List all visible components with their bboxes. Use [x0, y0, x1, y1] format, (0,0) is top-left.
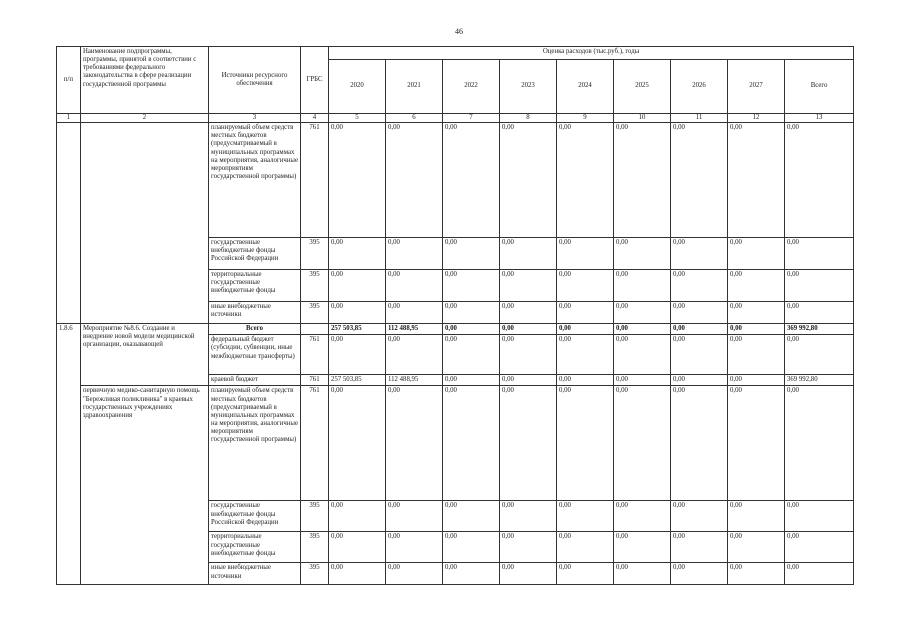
value-cell: 0,00 — [500, 238, 557, 270]
header-year: 2023 — [500, 60, 557, 114]
value-cell: 0,00 — [443, 375, 500, 386]
value-cell: 0,00 — [386, 302, 443, 324]
value-cell: 0,00 — [386, 563, 443, 585]
value-cell: 0,00 — [671, 270, 728, 302]
value-cell: 0,00 — [785, 302, 854, 324]
value-cell: 0,00 — [500, 563, 557, 585]
grbs-cell: 761 — [301, 386, 329, 501]
value-cell: 0,00 — [443, 386, 500, 501]
value-cell: 0,00 — [557, 123, 614, 238]
header-grbs: ГРБС — [301, 47, 329, 114]
grbs-cell: 761 — [301, 123, 329, 238]
value-cell: 0,00 — [614, 386, 671, 501]
value-cell: 0,00 — [500, 324, 557, 335]
source-cell: планируемый объем средств местных бюджетов (предусматриваемый в муниципальных программах на мероприятия, аналогичные мероприятиям государственной программы) — [209, 123, 301, 238]
value-cell: 0,00 — [443, 335, 500, 375]
value-cell: 112 488,95 — [386, 375, 443, 386]
header-source: Источники ресурсного обеспечения — [209, 47, 301, 114]
empty-name-cell — [81, 123, 209, 324]
value-cell: 0,00 — [728, 532, 785, 563]
column-number: 4 — [301, 114, 329, 123]
column-number: 9 — [557, 114, 614, 123]
value-cell: 0,00 — [785, 123, 854, 238]
value-cell: 0,00 — [443, 324, 500, 335]
value-cell: 257 503,85 — [329, 324, 386, 335]
value-cell: 0,00 — [671, 123, 728, 238]
event-name-part1: Мероприятие №8.6. Создание и внедрение новой модели медицинской организации, оказывающей — [81, 324, 209, 386]
value-cell: 0,00 — [614, 123, 671, 238]
value-cell: 369 992,80 — [785, 324, 854, 335]
column-number: 11 — [671, 114, 728, 123]
empty-np-cell — [57, 123, 81, 324]
value-cell: 0,00 — [329, 238, 386, 270]
grbs-cell — [301, 324, 329, 335]
value-cell: 0,00 — [728, 335, 785, 375]
source-cell: территориальные государственные внебюджетные фонды — [209, 532, 301, 563]
value-cell: 0,00 — [728, 563, 785, 585]
value-cell: 0,00 — [386, 532, 443, 563]
value-cell: 0,00 — [329, 563, 386, 585]
value-cell: 0,00 — [500, 375, 557, 386]
grbs-cell: 395 — [301, 501, 329, 532]
value-cell: 0,00 — [386, 238, 443, 270]
value-cell: 0,00 — [728, 123, 785, 238]
value-cell: 0,00 — [785, 270, 854, 302]
table-row — [57, 386, 854, 501]
value-cell: 0,00 — [329, 270, 386, 302]
value-cell: 0,00 — [443, 532, 500, 563]
value-cell: 0,00 — [500, 270, 557, 302]
column-number: 3 — [209, 114, 301, 123]
event-number: 1.8.6 — [57, 324, 81, 585]
value-cell: 0,00 — [329, 501, 386, 532]
value-cell: 0,00 — [557, 324, 614, 335]
value-cell: 0,00 — [614, 335, 671, 375]
value-cell: 0,00 — [728, 324, 785, 335]
column-number: 2 — [81, 114, 209, 123]
value-cell: 0,00 — [557, 386, 614, 501]
table-row — [57, 324, 854, 335]
value-cell: 0,00 — [671, 335, 728, 375]
grbs-cell: 395 — [301, 270, 329, 302]
value-cell: 0,00 — [386, 335, 443, 375]
column-number: 12 — [728, 114, 785, 123]
value-cell: 0,00 — [500, 386, 557, 501]
value-cell: 0,00 — [671, 238, 728, 270]
value-cell: 0,00 — [785, 238, 854, 270]
grbs-cell: 395 — [301, 563, 329, 585]
value-cell: 0,00 — [614, 302, 671, 324]
value-cell: 0,00 — [785, 563, 854, 585]
value-cell: 0,00 — [614, 238, 671, 270]
source-cell: Всего — [209, 324, 301, 335]
value-cell: 0,00 — [557, 302, 614, 324]
column-number: 8 — [500, 114, 557, 123]
value-cell: 0,00 — [671, 324, 728, 335]
value-cell: 0,00 — [671, 375, 728, 386]
header-year: 2024 — [557, 60, 614, 114]
value-cell: 0,00 — [443, 123, 500, 238]
column-number: 5 — [329, 114, 386, 123]
value-cell: 0,00 — [614, 270, 671, 302]
value-cell: 0,00 — [728, 302, 785, 324]
value-cell: 0,00 — [557, 501, 614, 532]
page-number: 46 — [455, 27, 463, 36]
source-cell: иные внебюджетные источники — [209, 563, 301, 585]
source-cell: иные внебюджетные источники — [209, 302, 301, 324]
header-year: 2026 — [671, 60, 728, 114]
value-cell: 0,00 — [614, 375, 671, 386]
value-cell: 0,00 — [386, 386, 443, 501]
value-cell: 0,00 — [557, 270, 614, 302]
header-estimate: Оценка расходов (тыс.руб.), годы — [329, 47, 854, 60]
header-year: 2020 — [329, 60, 386, 114]
header-year: 2021 — [386, 60, 443, 114]
column-number: 13 — [785, 114, 854, 123]
column-number: 1 — [57, 114, 81, 123]
value-cell: 0,00 — [614, 501, 671, 532]
value-cell: 0,00 — [557, 563, 614, 585]
header-row-top — [57, 47, 854, 60]
value-cell: 0,00 — [785, 386, 854, 501]
value-cell: 0,00 — [557, 532, 614, 563]
value-cell: 0,00 — [386, 501, 443, 532]
value-cell: 0,00 — [671, 501, 728, 532]
value-cell: 0,00 — [500, 501, 557, 532]
value-cell: 0,00 — [671, 563, 728, 585]
source-cell: федеральный бюджет (субсидии, субвенции, иные межбюджетные трансферты) — [209, 335, 301, 375]
header-total: Всего — [785, 60, 854, 114]
value-cell: 0,00 — [557, 375, 614, 386]
value-cell: 0,00 — [443, 302, 500, 324]
value-cell: 0,00 — [557, 335, 614, 375]
value-cell: 0,00 — [443, 563, 500, 585]
value-cell: 0,00 — [557, 238, 614, 270]
grbs-cell: 395 — [301, 302, 329, 324]
grbs-cell: 395 — [301, 532, 329, 563]
grbs-cell: 761 — [301, 375, 329, 386]
value-cell: 0,00 — [386, 270, 443, 302]
value-cell: 0,00 — [614, 563, 671, 585]
table-row — [57, 123, 854, 238]
value-cell: 0,00 — [386, 123, 443, 238]
value-cell: 0,00 — [329, 335, 386, 375]
value-cell: 0,00 — [728, 501, 785, 532]
source-cell: краевой бюджет — [209, 375, 301, 386]
header-year: 2025 — [614, 60, 671, 114]
value-cell: 0,00 — [728, 375, 785, 386]
header-np: п/п — [57, 47, 81, 114]
column-number: 7 — [443, 114, 500, 123]
value-cell: 0,00 — [500, 302, 557, 324]
value-cell: 0,00 — [785, 335, 854, 375]
value-cell: 0,00 — [500, 123, 557, 238]
value-cell: 0,00 — [443, 270, 500, 302]
budget-table — [56, 46, 854, 585]
value-cell: 0,00 — [785, 532, 854, 563]
value-cell: 257 503,85 — [329, 375, 386, 386]
event-name-part2: первичную медико-санитарную помощь "Бережливая поликлиника" в краевых государственных учреждениях здравоохранения — [81, 386, 209, 585]
value-cell: 0,00 — [329, 123, 386, 238]
value-cell: 0,00 — [443, 501, 500, 532]
grbs-cell: 761 — [301, 335, 329, 375]
value-cell: 0,00 — [443, 238, 500, 270]
value-cell: 0,00 — [728, 386, 785, 501]
value-cell: 0,00 — [500, 532, 557, 563]
column-numbers-row — [57, 114, 854, 123]
source-cell: территориальные государственные внебюджетные фонды — [209, 270, 301, 302]
value-cell: 0,00 — [671, 386, 728, 501]
value-cell: 0,00 — [329, 302, 386, 324]
column-number: 6 — [386, 114, 443, 123]
value-cell: 0,00 — [728, 270, 785, 302]
value-cell: 369 992,80 — [785, 375, 854, 386]
value-cell: 0,00 — [329, 532, 386, 563]
value-cell: 0,00 — [500, 335, 557, 375]
value-cell: 0,00 — [785, 501, 854, 532]
column-number: 10 — [614, 114, 671, 123]
value-cell: 0,00 — [671, 532, 728, 563]
value-cell: 0,00 — [728, 238, 785, 270]
header-year: 2027 — [728, 60, 785, 114]
grbs-cell: 395 — [301, 238, 329, 270]
source-cell: государственные внебюджетные фонды Российской Федерации — [209, 238, 301, 270]
source-cell: планируемый объем средств местных бюджетов (предусматриваемый в муниципальных программах на мероприятия, аналогичные мероприятиям государственной программы) — [209, 386, 301, 501]
value-cell: 112 488,95 — [386, 324, 443, 335]
header-year: 2022 — [443, 60, 500, 114]
header-name: Наименование подпрограммы, программы, принятой в соответствии с требованиями федерального законодательства в сфере реализации государственной программы — [81, 47, 209, 114]
value-cell: 0,00 — [671, 302, 728, 324]
value-cell: 0,00 — [329, 386, 386, 501]
value-cell: 0,00 — [614, 324, 671, 335]
source-cell: государственные внебюджетные фонды Российской Федерации — [209, 501, 301, 532]
value-cell: 0,00 — [614, 532, 671, 563]
